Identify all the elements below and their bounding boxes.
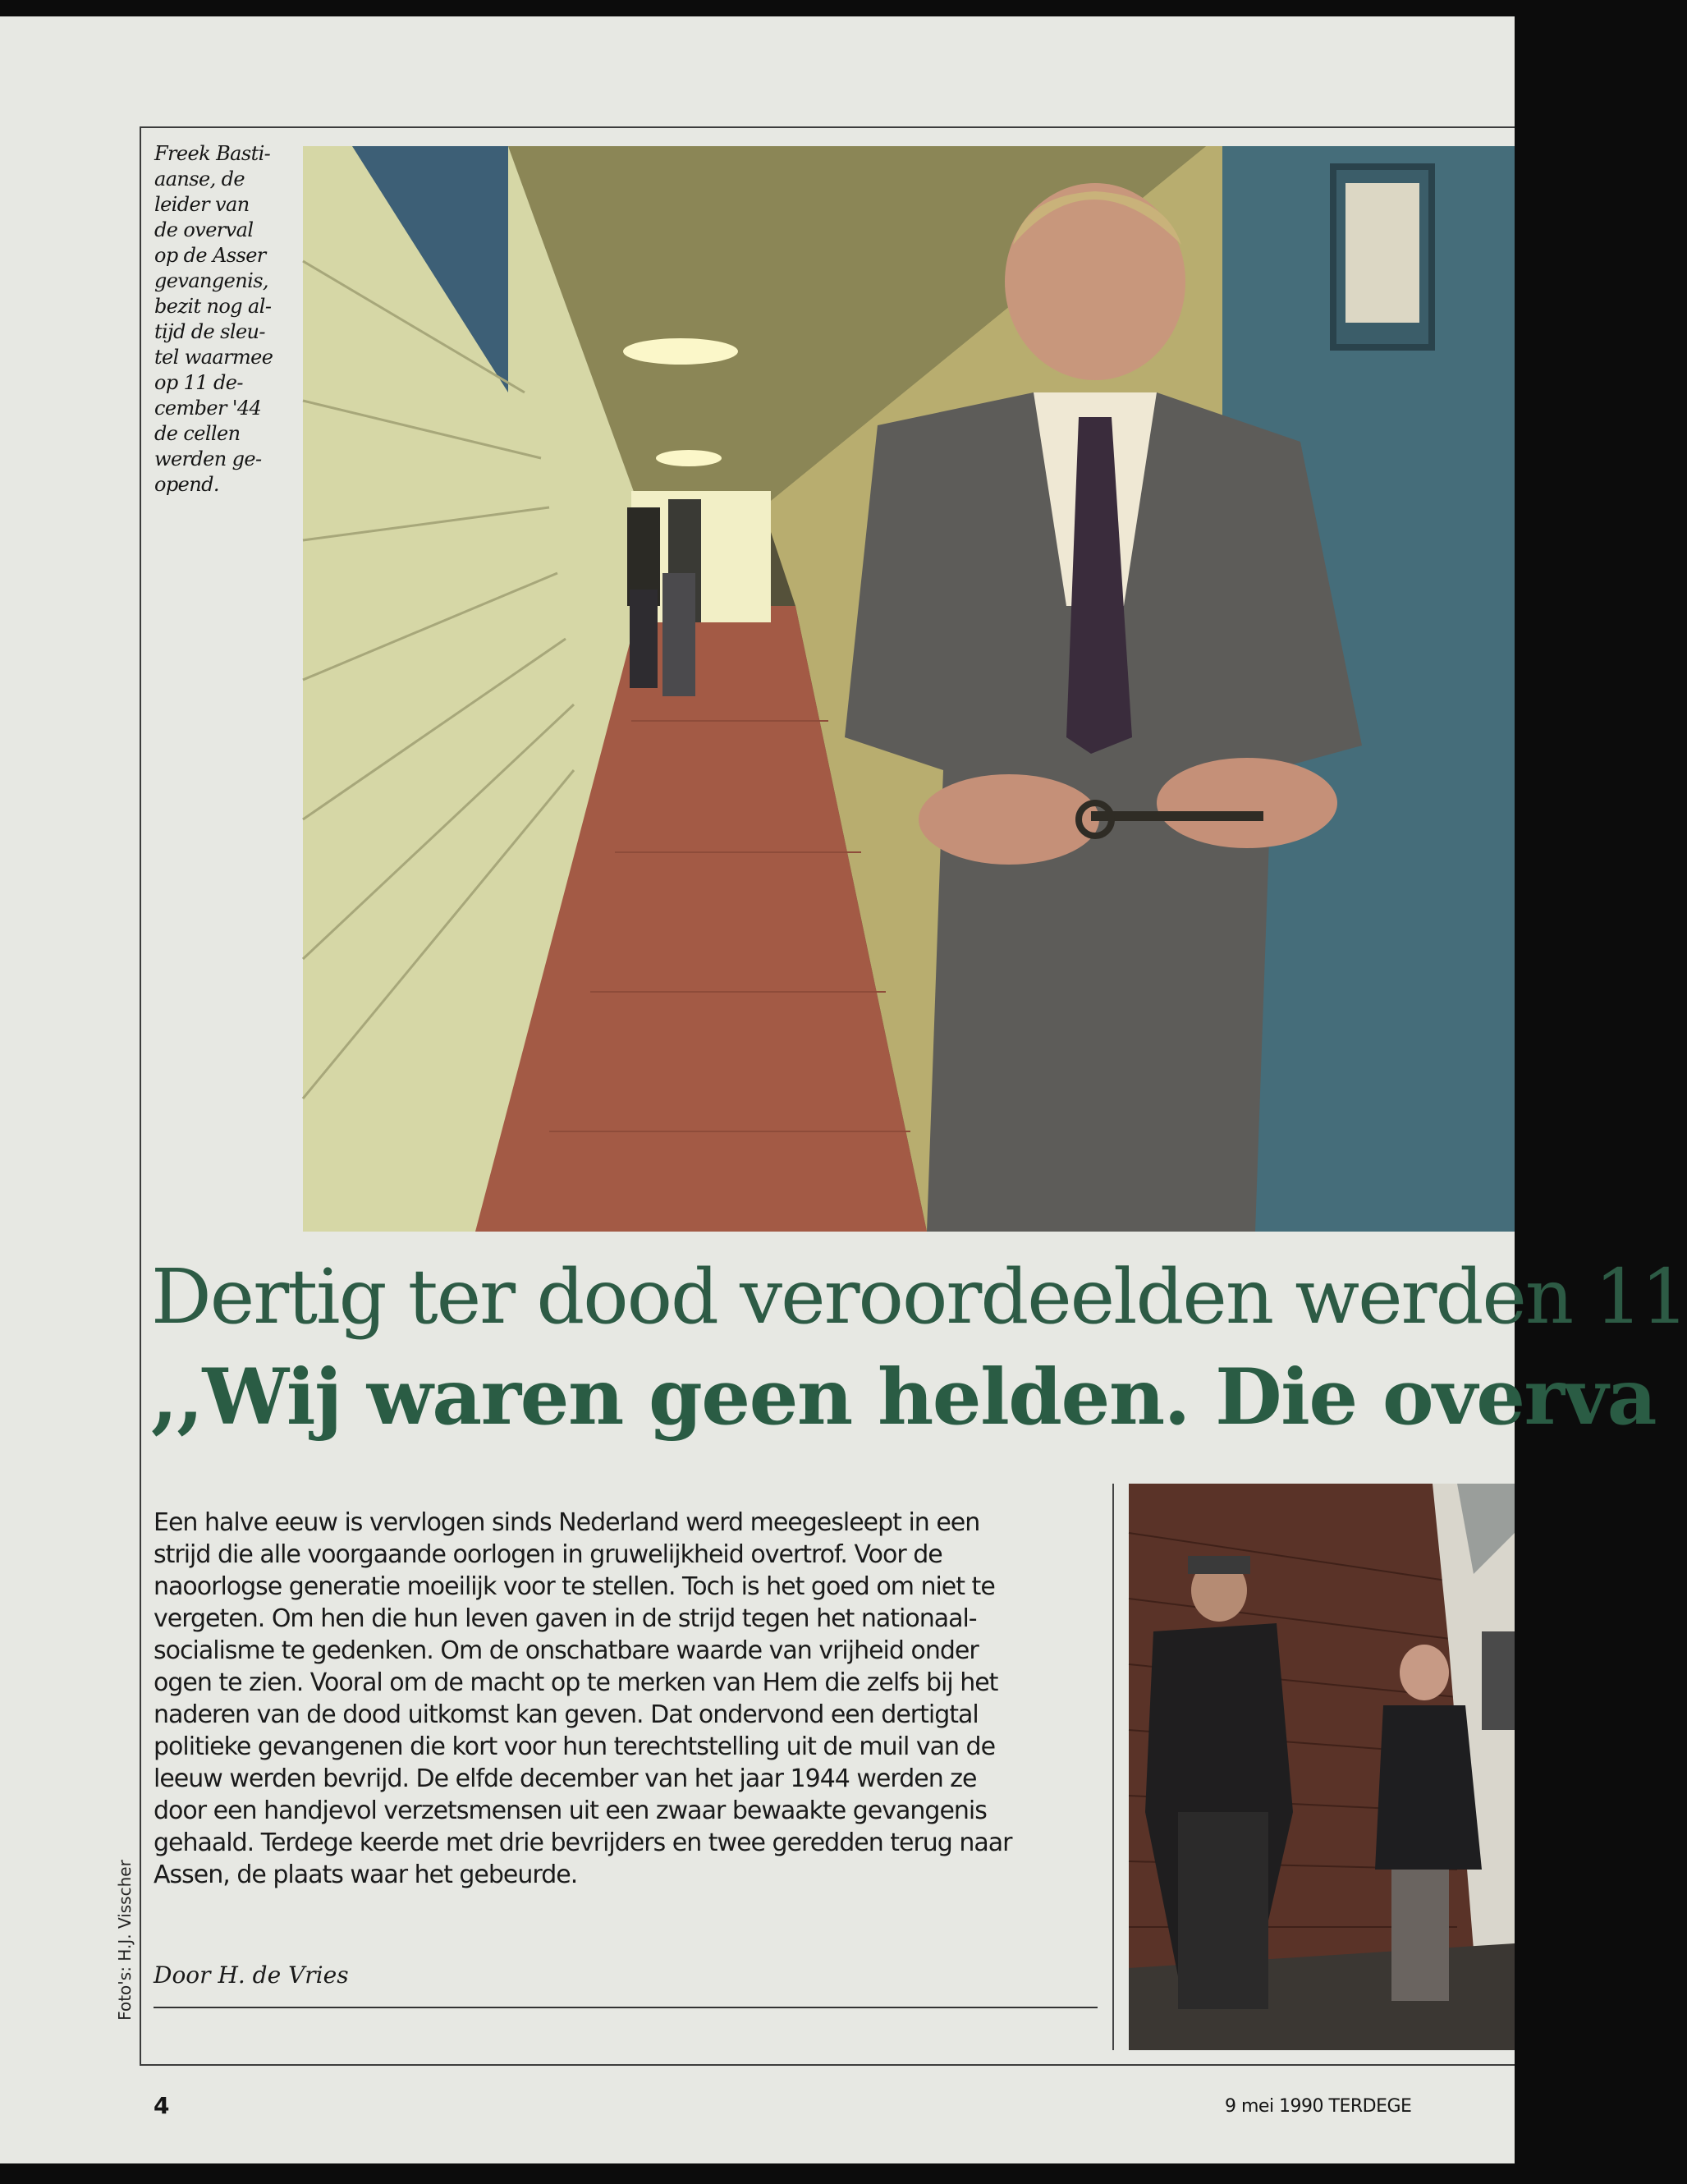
intro-line: gehaald. Terdege keerde met drie bevrijders en twee geredden terug naar <box>154 1828 1012 1857</box>
intro-line: socialisme te gedenken. Om de onschatbare waarde van vrijheid onder <box>154 1636 979 1665</box>
intro-line: leeuw werden bevrijd. De elfde december van het jaar 1944 werden ze <box>154 1764 977 1793</box>
column-divider <box>1112 1484 1114 2050</box>
intro-line: door een handjevol verzetsmensen uit een zwaar bewaakte gevangenis <box>154 1796 987 1825</box>
intro-paragraph <box>154 1507 1098 1891</box>
intro-line: naoorlogse generatie moeilijk voor te stellen. Toch is het goed om niet te <box>154 1572 995 1601</box>
page-number: 4 <box>154 2092 170 2119</box>
headline-line-2: ,,Wij waren geen helden. Die overva <box>151 1352 1657 1443</box>
intro-line: Assen, de plaats waar het gebeurde. <box>154 1861 578 1889</box>
intro-line: Een halve eeuw is vervlogen sinds Nederland werd meegesleept in een <box>154 1508 980 1537</box>
intro-line: ogen te zien. Vooral om de macht op te merken van Hem die zelfs bij het <box>154 1668 998 1697</box>
prison-corridor-photo <box>303 146 1515 1232</box>
magazine-page <box>0 16 1687 2163</box>
byline: Door H. de Vries <box>154 1961 349 1989</box>
issue-date-footer: 9 mei 1990 TERDEGE <box>1225 2096 1412 2117</box>
intro-line: politieke gevangenen die kort voor hun terechtstelling uit de muil van de <box>154 1732 996 1761</box>
photo-caption: Freek Basti- aanse, de leider van de overval op de Asser gevangenis, bezit nog al- tijd de sleu- tel waarmee op 11 de- cember '44 de cellen werden ge- opend. <box>154 142 273 496</box>
intro-line: vergeten. Om hen die hun leven gaven in de strijd tegen het nationaal- <box>154 1604 977 1633</box>
intro-line: strijd die alle voorgaande oorlogen in gruwelijkheid overtrof. Voor de <box>154 1540 942 1569</box>
headline-line-1: Dertig ter dood veroordeelden werden 11 <box>151 1253 1687 1341</box>
photo-credit-text: Foto's: H.J. Visscher <box>115 1860 135 2021</box>
intro-line: naderen van de dood uitkomst kan geven. Dat ondervond een dertigtal <box>154 1700 979 1729</box>
byline-divider <box>154 2007 1098 2008</box>
frame-rule-top <box>141 126 1515 128</box>
prison-courtyard-photo <box>1129 1484 1515 2050</box>
frame-rule-bottom <box>141 2064 1515 2066</box>
frame-rule-left <box>140 126 141 2066</box>
